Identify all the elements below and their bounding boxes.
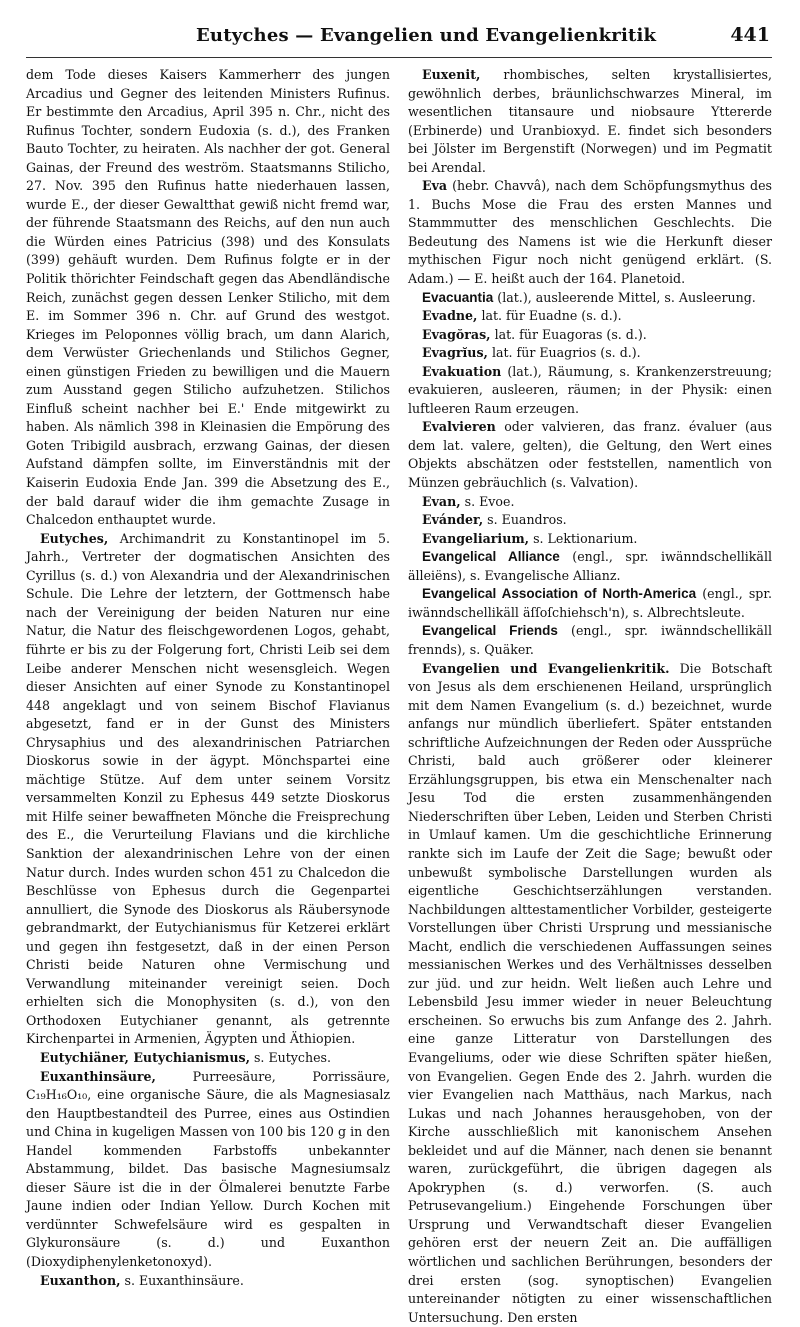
entry-headword: Evangelien und Evangelienkritik. [422, 661, 670, 676]
entry-headword: Eutyches, [40, 531, 108, 546]
entry-headword: Evánder, [422, 512, 483, 527]
entry-body: Die Botschaft von Jesus als dem erschienenen Heiland, ursprünglich mit dem Namen Evangelium (s. d.) bezeichnet, wurde anfangs nur mündlich überliefert. Später entstanden schriftliche Aufzeichnungen der Reden oder Aussprüche Christi, bald auch größerer oder kleinerer Erzählungsgruppen, bis etwa ein Menschenalter nach Jesu Tod die ersten zusammenhängenden Niederschriften über Leben, Leiden und Sterben Christi in Umlauf kamen. Um die geschichtliche Erinnerung rankte sich im Laufe der Zeit die Sage; bewußt oder unbewußt symbolische Darstellungen wurden als eigentliche Geschichtserzählungen verstanden. Nachbildungen alttestamentlicher Vorbilder, gesteigerte Vorstellungen über Christi Ursprung und messianische Macht, endlich die verschiedenen Auffassungen seines messianischen Werkes und des Verhältnisses desselben zur jüd. und zur heidn. Welt ließen auch Lehre und Lebensbild Jesu immer wieder in neuer Beleuchtung erscheinen. So erwuchs bis zum Anfange des 2. Jahrh. eine ganze Litteratur von Darstellungen des Evangeliums, oder wie diese Schriften später hießen, von Evangelien. Gegen Ende des 2. Jahrh. wurden die vier Evangelien nach Matthäus, nach Markus, nach Lukas und nach Johannes herausgehoben, von der Kirche ausschließlich mit kanonischem Ansehen bekleidet und auf die Männer, nach denen sie benannt waren, zurückgeführt, die übrigen dagegen als Apokryphen (s. d.) verworfen. (S. auch Petrusevangelium.) Eingehende Forschungen über Ursprung und Verwandtschaft dieser Evangelien gehören erst der neuern Zeit an. Die auffälligen wörtlichen und sachlichen Berührungen, besonders der drei ersten (sog. synoptischen) Evangelien untereinander nötigten zu einer wissenschaftlichen Untersuchung. Den ersten [408, 661, 772, 1325]
entry-body: lat. für Euadne (s. d.). [477, 308, 621, 323]
entry-body: Archimandrit zu Konstantinopel im 5. Jahrh., Vertreter der dogmatischen Ansichten des Cyrillus (s. d.) von Alexandria und der Alexandrinischen Schule. Die Lehre der letztern, der Gottmensch habe nach der Vereinigung der beiden Naturen nur eine Natur, die Natur des fleischgewordenen Logos, gehabt, führte er bis zu der Folgerung fort, Christi Leib sei dem Leibe anderer Menschen nicht wesensgleich. Wegen dieser Ansichten auf einer Synode zu Konstantinopel 448 angeklagt und von seinem Bischof Flavianus abgesetzt, fand er in der Gunst des Ministers Chrysaphius und des alexandrinischen Patriarchen Dioskorus sowie in der ägypt. Mönchspartei eine mächtige Stütze. Auf dem unter seinem Vorsitz versammelten Konzil zu Ephesus 449 setzte Dioskorus mit Hilfe seiner bewaffneten Mönche die Freisprechung des E., die Verurteilung Flavians und die kirchliche Sanktion der alexandrinischen Lehre von der einen Natur durch. Indes wurden schon 451 zu Chalcedon die Beschlüsse von Ephesus durch die Gegenpartei annulliert, die Synode des Dioskorus als Räubersynode gebrandmarkt, der Eutychianismus für Ketzerei erklärt und gegen ihn festgesetzt, daß in der einen Person Christi beide Naturen ohne Vermischung und Verwandlung miteinander vereinigt seien. Doch erhielten sich die Monophysiten (s. d.), von den Orthodoxen Eutychianer genannt, als getrennte Kirchenpartei in Armenien, Ägypten und Äthiopien. [26, 531, 390, 1047]
running-header [26, 24, 772, 58]
entry-body: Purreesäure, Porrissäure, C₁₉H₁₆O₁₀, eine organische Säure, die als Magnesiasalz den Hauptbestandteil des Purree, eines aus Ostindien und China in kugeligen Massen von 100 bis 120 g in den Handel kommenden Farbstoffs unbekannter Abstammung, bildet. Das basische Magnesiumsalz dieser Säure ist die in der Ölmalerei benutzte Farbe Jaune indien oder Indian Yellow. Durch Kochen mit verdünnter Schwefelsäure wird es gespalten in Glykuronsäure (s. d.) und Euxanthon (Dioxydiphenylenketonoxyd). [26, 1069, 390, 1269]
dictionary-entry [408, 177, 772, 288]
dictionary-entry [408, 326, 772, 345]
entry-body: s. Eutyches. [250, 1050, 331, 1065]
dictionary-entry [408, 493, 772, 512]
entry-headword: Evalvieren [422, 419, 496, 434]
entry-headword: Eutychiäner, Eutychianismus, [40, 1050, 250, 1065]
entry-headword: Eva [422, 178, 447, 193]
running-title: Eutyches — Evangelien und Evangelienkritik [196, 25, 656, 46]
entry-headword: Euxenit, [422, 67, 480, 82]
entry-headword: Evakuation [422, 364, 501, 379]
dictionary-entry [408, 548, 772, 585]
entry-headword: Euxanthinsäure, [40, 1069, 156, 1084]
entry-body: (lat.), Räumung, s. Krankenzerstreuung; evakuieren, ausleeren, räumen; in der Physik: einen luftleeren Raum erzeugen. [408, 364, 772, 416]
entry-body: s. Lektionarium. [529, 531, 637, 546]
entry-body: s. Euxanthinsäure. [121, 1273, 244, 1288]
dictionary-entry [26, 1068, 390, 1272]
dictionary-entry [408, 530, 772, 549]
entry-body: s. Euandros. [483, 512, 567, 527]
dictionary-entry [408, 511, 772, 530]
entry-headword: Evangelical Alliance [422, 549, 560, 564]
entry-headword: Evangeliarium, [422, 531, 529, 546]
entry-body: (lat.), ausleerende Mittel, s. Ausleerung. [493, 290, 755, 305]
entry-body: dem Tode dieses Kaisers Kammerherr des jungen Arcadius und Gegner des leitenden Ministers Rufinus. Er bestimmte den Arcadius, April 395 n. Chr., nicht des Rufinus Tochter, sondern Eudoxia (s. d.), des Franken Bauto Tochter, zu heiraten. Als nachher der got. General Gainas, der Freund des weström. Staatsmanns Stilicho, 27. Nov. 395 den Rufinus hatte niederhauen lassen, wurde E., der dieser Gewaltthat gewiß nicht fremd war, der führende Staatsmann des Reichs, auf den nun auch die Würden eines Patricius (398) und des Konsulats (399) gehäuft wurden. Dem Rufinus folgte er in der Politik thörichter Feindschaft gegen das Abendländische Reich, zunächst gegen dessen Lenker Stilicho, mit dem E. im Sommer 396 n. Chr. auf Grund des westgot. Krieges im Peloponnes völlig brach, um dann Alarich, dem Verwüster Griechenlands und Stilichos Gegner, einen günstigen Frieden zu bewilligen und die Mauern zum Ausstand gegen Stilicho aufzuhetzen. Stilichos Einfluß scheint nachher bei E.' Ende mitgewirkt zu haben. Als nämlich 398 in Kleinasien die Empörung des Goten Tribigild ausbrach, erzwang Gainas, der diesen Aufstand dämpfen sollte, im Einverständnis mit der Kaiserin Eudoxia Ende Jan. 399 die Absetzung des E., der bald darauf wider die ihm gemachte Zusage in Chalcedon enthauptet wurde. [26, 67, 390, 527]
entry-body: rhombisches, selten krystallisiertes, gewöhnlich derbes, bräunlichschwarzes Mineral, im wesentlichen titansaure und niobsaure Yttererde (Erbinerde) und Uranbioxyd. E. findet sich besonders bei Jölster im Bergenstift (Norwegen) und im Pegmatit bei Arendal. [408, 67, 772, 175]
dictionary-entry [408, 660, 772, 1327]
entry-body: oder valvieren, das franz. évaluer (aus dem lat. valere, gelten), die Geltung, den Wert eines Objekts abschätzen oder feststellen, namentlich von Münzen gebräuchlich (s. Valvation). [408, 419, 772, 490]
dictionary-entry [408, 307, 772, 326]
entry-headword: Evacuantia [422, 290, 493, 305]
entry-body: lat. für Euagrios (s. d.). [488, 345, 641, 360]
entry-headword: Evangelical Association of North-America [422, 586, 696, 601]
entry-body: (engl., spr. iwänndschellikäll frennds), s. Quäker. [408, 623, 772, 657]
entry-body: (engl., spr. iwänndschellikäll älleiëns), s. Evangelische Allianz. [408, 549, 772, 583]
entry-body: s. Evoe. [461, 494, 515, 509]
dictionary-entry [26, 530, 390, 1049]
entry-headword: Evan, [422, 494, 461, 509]
right-column [408, 66, 772, 1296]
dictionary-entry [408, 585, 772, 622]
entry-headword: Evagrĭus, [422, 345, 488, 360]
entry-headword: Evadne, [422, 308, 477, 323]
text-columns [26, 66, 772, 1296]
page-number: 441 [730, 24, 770, 46]
dictionary-entry [26, 1272, 390, 1291]
entry-headword: Euxanthon, [40, 1273, 121, 1288]
entry-headword: Evagŏras, [422, 327, 491, 342]
entry-body: (hebr. Chavvâ), nach dem Schöpfungsmythus des 1. Buchs Mose die Frau des ersten Mannes und Stammmutter des menschlichen Geschlechts. Die Bedeutung des Namens ist wie die Herkunft dieser mythischen Figur noch nicht genügend erklärt. (S. Adam.) — E. heißt auch der 164. Planetoid. [408, 178, 772, 286]
dictionary-entry [26, 1049, 390, 1068]
dictionary-entry [408, 66, 772, 177]
dictionary-entry [26, 66, 390, 530]
dictionary-entry [408, 622, 772, 659]
left-column [26, 66, 390, 1296]
dictionary-entry [408, 344, 772, 363]
dictionary-entry [408, 289, 772, 308]
entry-body: (engl., spr. iwänndschellikäll äſſoſchiehsch'n), s. Albrechtsleute. [408, 586, 772, 620]
dictionary-entry [408, 418, 772, 492]
dictionary-entry [408, 363, 772, 419]
entry-body: lat. für Euagoras (s. d.). [491, 327, 647, 342]
entry-headword: Evangelical Friends [422, 623, 558, 638]
